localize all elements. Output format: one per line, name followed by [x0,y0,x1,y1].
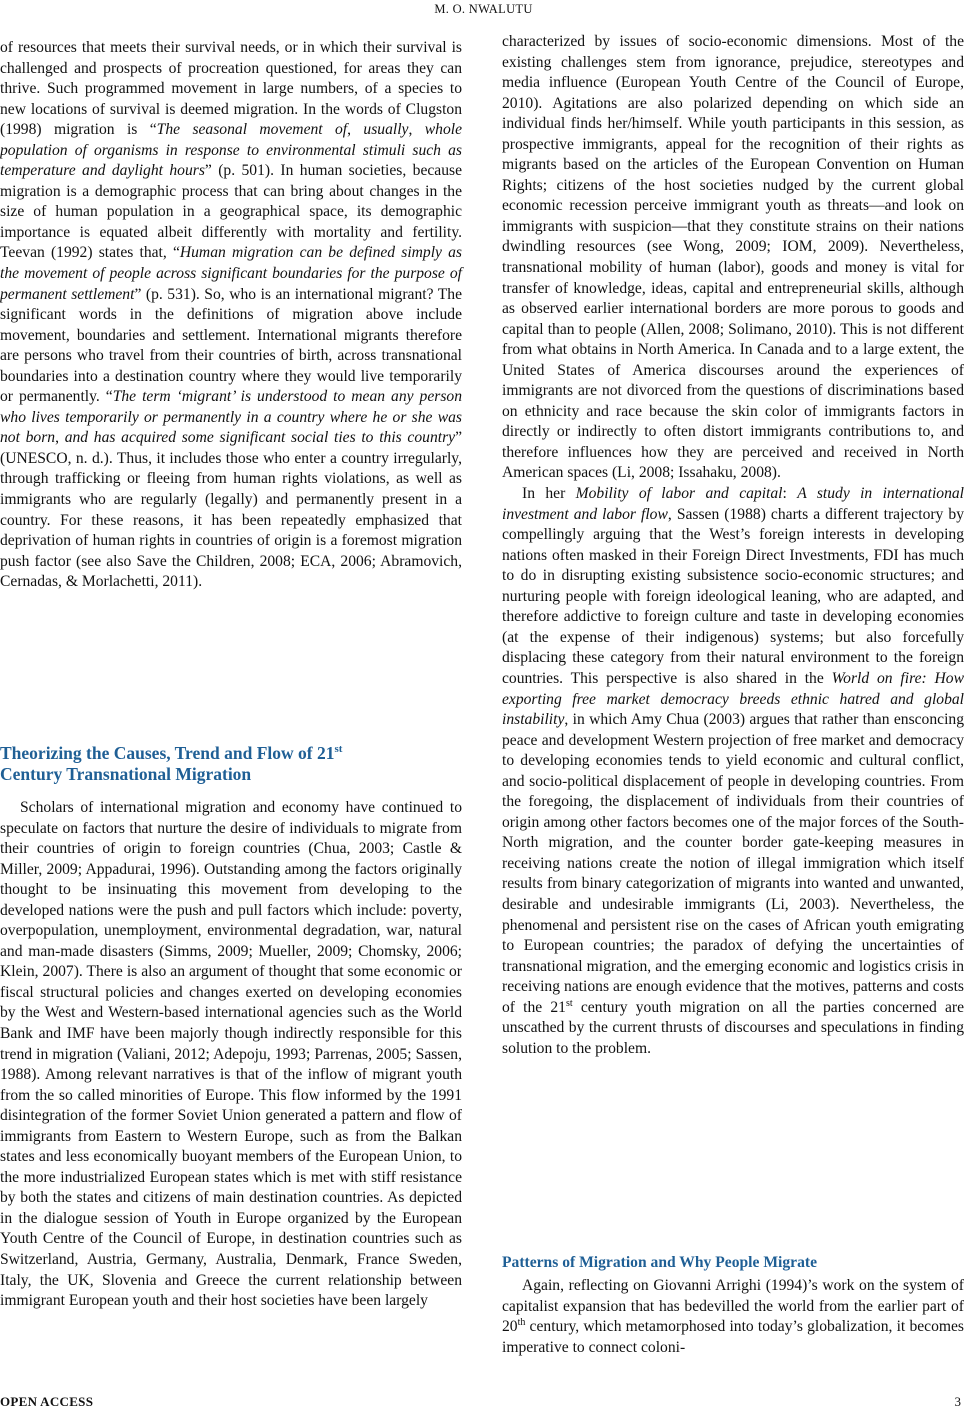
text-run: ” (UNESCO, n. d.). Thus, it includes those who enter a country irregularly, through trafficking or fleeing from human rights violations, as well as immigrants who are regularly (legally) and permanently present in a country. For these reasons, it has been repeatedly emphasized that deprivation of human rights in countries of origin is a foremost migration push factor (see also Save the Children, 2008; ECA, 2006; Abramovich, Cernadas, & Morlachetti, 2011). [0,429,462,591]
heading-text-part2: Century Transnational Migration [0,764,252,784]
text-run: , [55,429,65,447]
page-number: 3 [954,1394,961,1409]
text-run: , Sassen (1988) charts a different trajectory by compellingly arguing that the West’s foreign interests in developing nations often masked in their Foreign Direct Investments, FDI has much to do in disrupting existing subsistence socio-economic structures; and nurturing people with foreign ideological leaning, who are adapted, and therefore addictive to foreign culture and taste in developing economies (at the expense of their indigenous) systems; but also forcefully displacing these category from their natural environment to the foreign countries. This perspective is also shared in the [502,505,964,687]
section-heading-patterns: Patterns of Migration and Why People Migrate [502,1254,818,1271]
italic-text: Human migration can be defined simply as the movement of people across significant boundaries for the purpose of permanent settlement [0,244,462,303]
text-run: century, which metamorphosed into today’s globalization, it becomes imperative to connect coloni- [502,1318,964,1356]
italic-text: World on fire: How exporting free market democracy breeds ethnic hatred and global instability [502,669,964,729]
running-header: M. O. NWALUTU [434,2,533,16]
text-run: : [782,485,798,503]
right-column [502,32,964,1059]
right-paragraph-2 [502,484,964,1059]
italic-text: The term ‘migrant’ is understood to mean any person who lives temporarily or permanently in a country where he or she was not born [0,388,462,447]
superscript-text: st [565,997,573,1009]
text-run: ” (p. 531). So, who is an international migrant? The significant words in the definitions of migration above include movement, boundaries and settlement. International migrants therefore are persons who travel from their countries of birth, across transnational boundaries into a destination country where they would live temporarily or permanently. “ [0,285,462,406]
italic-text: Mobility of labor and capital [575,485,783,503]
left-paragraph-1 [0,38,462,593]
superscript-text: th [517,1316,526,1328]
italic-text: usually [363,121,409,139]
text-run: century youth migration on all the parties concerned are unscathed by the current thrusts of discourses and speculations in finding solution to the problem. [502,998,964,1057]
text-run: ” (p. 501). In human societies, because migration is a demographic process that can bring about changes in the size of human population in a geographical space, its demographic importance is equated albeit differently with mortality and fertility. Teevan (1992) states that, “ [0,162,462,262]
left-paragraph-2: Scholars of international migration and economy have continued to speculate on factors that nurture the desire of individuals to migrate from their countries of origin to foreign countries (Chua, 2003; Castle & Miller, 2009; Appadurai, 1996). Outstanding among the factors originally thought to be insinuating this movement from developing to the developed nations were the push and pull factors which include: poverty, overpopulation, unemployment, environmental degradation, war, natural and man-made disasters (Simms, 2009; Mueller, 2009; Chomsky, 2006; Klein, 2007). There is also an argument of thought that some economic or fiscal structural policies and changes exerted on developing economies by the West and Western-based international agencies such as the World Bank and IMF have been majorly though indirectly responsible for this trend in migration (Valiani, 2012; Adepoju, 1993; Parrenas, 2005; Sassen, 1988). Among relevant narratives is that of the inflow of migrant youth from the so called minorities of Europe. This flow informed by the 1991 disintegration of the former Soviet Union generated a pattern and flow of immigrants from Eastern to Western Europe, such as from the Balkan states and less economically buoyant members of the European Union, to the more industrialized European states which is met with stiff resistance by both the states and citizens of main destination countries. As depicted in the dialogue session of Youth in Europe organized by the European Youth Centre of the Council of Europe, in destination countries such as Switzerland, Austria, Germany, Australia, Denmark, France Sweden, Italy, the UK, Slovenia and Greece the current relationship between immigrant European youth and their host societies have been largely [0,799,462,1310]
right-paragraph-1: characterized by issues of socio-economic dimensions. Most of the existing challenges stem from ignorance, prejudice, stereotypes and media influence (European Youth Centre of the Council of Europe, 2010). Agitations are also polarized depending on which side an individual finds her/himself. While youth participants in this session, as prospective immigrants, appeal for the recognition of their rights as migrants based on the articles of the European Convention on Human Rights; citizens of the host societies nudged by the current global economic recession perceive immigrant youth as threats—and look on immigrants with suspicion—that they constitute strains on their nations dwindling resources (see Wong, 2009; IOM, 2009). Nevertheless, transnational mobility of human (labor), goods and money is vital for transfer of knowledge, ideas, capital and entrepreneurial skills, although as observed earlier international borders are more porous to goods and capital than to people (Allen, 2008; Solimano, 2010). This is not different from what obtains in North America. In Canada and to a large extent, the United States of America discourses around the experiences of immigrants are not divorced from the questions of discriminations based on ethnicity and race because the skin color of immigrants factors in directly or indirectly to often distort immigrants contributions to, and therefore influences how they are perceived and received in North American spaces (Li, 2008; Issahaku, 2008). [502,33,964,482]
italic-text: and has acquired some significant social ties to this country [64,429,456,447]
footer-open-access: OPEN ACCESS [0,1394,94,1409]
italic-text: whole population of organisms in response to environmental stimuli such as temperature and daylight hours [0,121,462,180]
section-heading-theorizing [0,743,462,785]
heading-text-part1: Theorizing the Causes, Trend and Flow of 21 [0,743,335,763]
text-run: , [408,121,425,139]
text-run: In her [522,485,576,503]
text-run: of resources that meets their survival needs, or in which their survival is challenged and prospects of procreation questioned, for areas they can thrive. Such programmed movement in large numbers, of a species to new locations of survival is deemed migration. In the words of Clugston (1998) migration is “ [0,39,462,139]
text-run: , in which Amy Chua (2003) argues that rather than ensconcing peace and development Western projection of free market and democracy to developing economies tends to yield economic and cultural conflict, and socio-political displacement of people in developing countries. From the foregoing, the displacement of individuals from their countries of origin among other factors becomes one of the major forces of the South-North migration, and the counter border gate-keeping measures in receiving nations create the notion of illegal immigration which itself results from binary categorization of migrants into wanted and unwanted, desirable and undesirable immigrants (Li, 2003). Nevertheless, the phenomenal and persistent rise on the cases of African youth emigrating to European countries; the paradox of defying the uncertainties of transnational migration, and the emerging economic and logistics crisis in receiving nations are enough evidence that the motives, patterns and costs of the 21 [502,711,964,1016]
italic-text: A study in international investment and labor flow [502,485,965,523]
heading-superscript: st [334,743,343,756]
text-run: Again, reflecting on Giovanni Arrighi (1994)’s work on the system of capitalist expansion that has bedevilled the world from the earlier part of 20 [502,1277,964,1336]
right-paragraph-3 [502,1276,964,1358]
italic-text: The seasonal movement of [156,121,348,139]
text-run: , [347,121,364,139]
